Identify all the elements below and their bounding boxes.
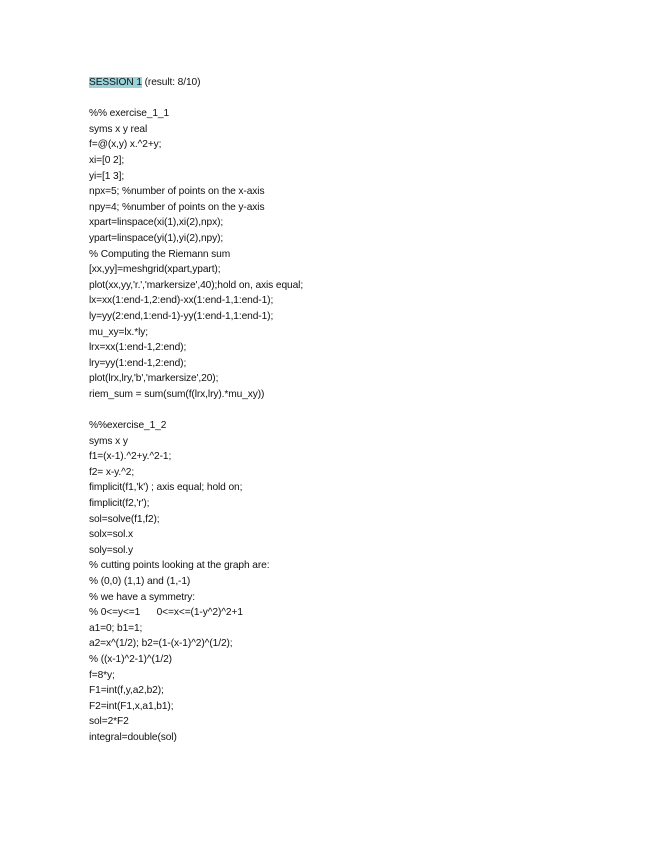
code-line: plot(lrx,lry,'b','markersize',20);: [89, 373, 219, 385]
code-line: f1=(x-1).^2+y.^2-1;: [89, 451, 172, 463]
code-line: % ((x-1)^2-1)^(1/2): [89, 653, 172, 665]
code-line: syms x y real: [89, 123, 148, 135]
code-line: riem_sum = sum(sum(f(lrx,lry).*mu_xy)): [89, 388, 265, 400]
spacer: [89, 91, 609, 107]
code-content: [89, 75, 609, 746]
code-line: fimplicit(f1,'k') ; axis equal; hold on;: [89, 482, 243, 494]
code-line: ypart=linspace(yi(1),yi(2),npy);: [89, 232, 224, 244]
code-line: %% exercise_1_1: [89, 108, 170, 120]
code-line: % (0,0) (1,1) and (1,-1): [89, 576, 191, 587]
code-line: %%exercise_1_2: [89, 420, 167, 432]
code-line: plot(xx,yy,'r.','markersize',40);hold on, axis equal;: [89, 279, 304, 291]
exercise-1-block: [89, 106, 609, 402]
code-line: [xx,yy]=meshgrid(xpart,ypart);: [89, 264, 221, 276]
code-line: % Computing the Riemann sum: [89, 248, 231, 260]
code-line: integral=double(sol): [89, 731, 177, 743]
code-line: lrx=xx(1:end-1,2:end);: [89, 342, 187, 354]
code-line: F1=int(f,y,a2,b2);: [89, 685, 164, 697]
code-line: lx=xx(1:end-1,2:end)-xx(1:end-1,1:end-1);: [89, 295, 274, 307]
code-line: F2=int(F1,x,a1,b1);: [89, 700, 174, 712]
code-line: sol=2*F2: [89, 716, 129, 728]
code-line: solx=sol.x: [89, 529, 134, 541]
code-line: a1=0; b1=1;: [89, 622, 143, 634]
code-line: % 0<=y<=1 0<=x<=(1-y^2)^2+1: [89, 607, 243, 619]
code-line: sol=solve(f1,f2);: [89, 513, 160, 525]
exercise-2-block: [89, 418, 609, 745]
code-line: xi=[0 2];: [89, 154, 125, 166]
code-line: syms x y: [89, 435, 128, 447]
code-line: yi=[1 3];: [89, 170, 125, 182]
code-line: mu_xy=lx.*ly;: [89, 326, 148, 338]
code-line: fimplicit(f2,'r');: [89, 498, 150, 510]
code-line: lry=yy(1:end-1,2:end);: [89, 357, 187, 369]
session-result: (result: 8/10): [141, 77, 201, 88]
code-line: f=8*y;: [89, 669, 115, 681]
code-line: soly=sol.y: [89, 544, 134, 556]
code-line: % cutting points looking at the graph are:: [89, 560, 270, 572]
code-line: f=@(x,y) x.^2+y;: [89, 139, 162, 151]
code-line: ly=yy(2:end,1:end-1)-yy(1:end-1,1:end-1);: [89, 310, 274, 322]
code-line: % we have a symmetry:: [89, 591, 196, 603]
code-line: npy=4; %number of points on the y-axis: [89, 201, 265, 213]
code-line: npx=5; %number of points on the x-axis: [89, 186, 265, 198]
session-header: [89, 75, 609, 91]
session-label: SESSION 1: [89, 77, 142, 88]
spacer: [89, 402, 609, 418]
code-line: a2=x^(1/2); b2=(1-(x-1)^2)^(1/2);: [89, 638, 233, 650]
code-line: f2= x-y.^2;: [89, 466, 135, 478]
code-line: xpart=linspace(xi(1),xi(2),npx);: [89, 217, 224, 229]
